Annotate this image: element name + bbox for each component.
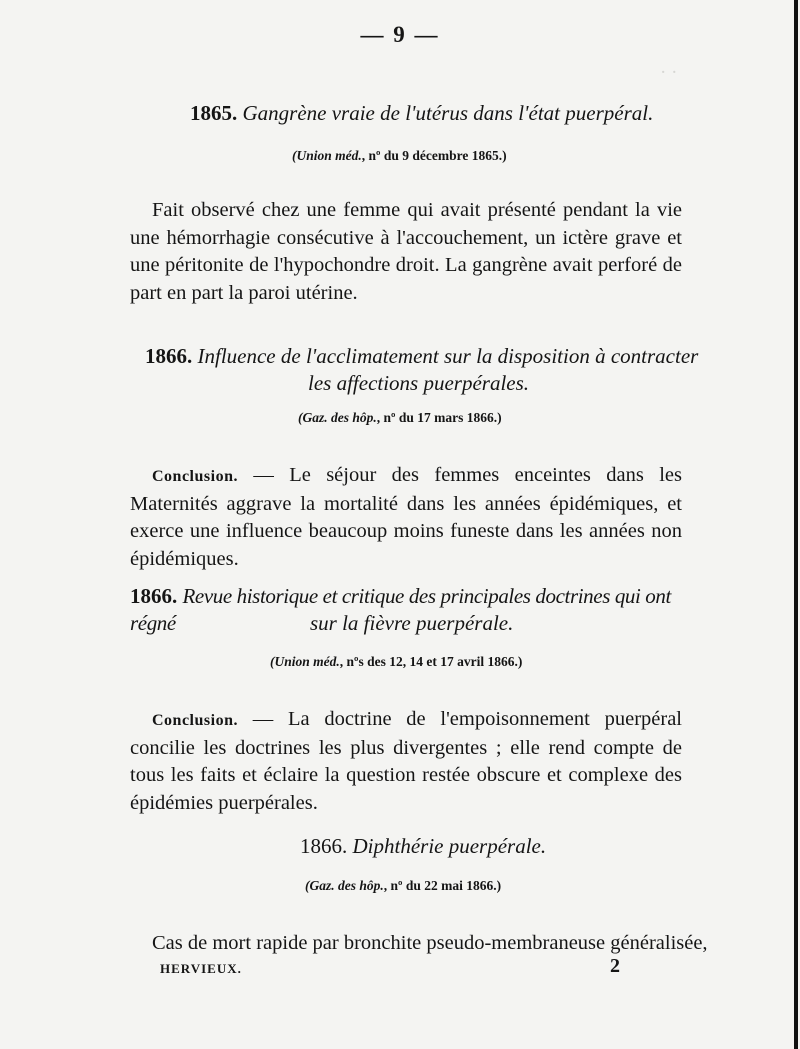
entry-reference — [270, 654, 522, 670]
reference-source: (Gaz. des hôp. — [298, 410, 377, 425]
bleed-through-mark: · · — [660, 62, 678, 83]
reference-details: , nº du 9 décembre 1865.) — [361, 148, 507, 163]
entry-year: 1866. — [300, 834, 348, 858]
footer-author: HERVIEUX. — [160, 961, 242, 976]
entry-heading — [145, 343, 705, 370]
entry-year: 1866. — [145, 344, 193, 368]
reference-details: , nº du 17 mars 1866.) — [376, 410, 502, 425]
entry-heading-cont — [310, 610, 513, 637]
entry-heading — [190, 100, 653, 127]
entry-title: Influence de l'acclimatement sur la disposition à contracter — [197, 344, 699, 368]
entry-reference — [298, 410, 502, 426]
conclusion-label: Conclusion. — [152, 712, 238, 729]
entry-heading — [300, 833, 546, 860]
page-number: — 9 — — [360, 22, 440, 47]
reference-source: (Union méd. — [292, 148, 362, 163]
entry-title-cont: sur la fièvre puerpérale. — [310, 611, 514, 635]
entry-title: Revue historique et critique des principales doctrines qui ont régné — [130, 584, 671, 635]
entry-body — [130, 706, 682, 817]
entry-reference — [305, 878, 501, 894]
entry-title: Diphthérie puerpérale. — [352, 834, 547, 858]
entry-title-cont: les affections puerpérales. — [308, 371, 530, 395]
entry-year: 1866. — [130, 584, 178, 608]
page-edge-shadow — [794, 0, 798, 1049]
reference-details: , nºs des 12, 14 et 17 avril 1866.) — [339, 654, 523, 669]
entry-year: 1865. — [190, 101, 238, 125]
conclusion-label: Conclusion. — [152, 468, 238, 485]
reference-source: (Union méd. — [270, 654, 340, 669]
conclusion-text: — Le séjour des femmes enceintes dans les Maternités aggrave la mortalité dans les années épidémiques, et exerce une influence beaucoup moins funeste dans les années non épidémiques. — [130, 464, 682, 570]
signature-mark: 2 — [610, 955, 620, 977]
reference-details: , nº du 22 mai 1866.) — [383, 878, 502, 893]
conclusion-text: — La doctrine de l'empoisonnement puerpéral concilie les doctrines les plus divergentes ; elle rend compte de tous les faits et éclaire la question restée obscure et complexe des épidémies puerpérales. — [130, 708, 683, 814]
entry-title: Gangrène vraie de l'utérus dans l'état puerpéral. — [242, 101, 654, 125]
reference-source: (Gaz. des hôp. — [305, 878, 384, 893]
entry-heading-cont — [308, 370, 529, 397]
entry-body: Fait observé chez une femme qui avait présenté pendant la vie une hémorrhagie consécutive à l'accouchement, un ictère grave et une péritonite de l'hypochondre droit. La gangrène avait perforé de part en part la paroi utérine. — [130, 199, 682, 304]
entry-body — [130, 462, 682, 573]
entry-reference — [292, 148, 507, 164]
entry-body: Cas de mort rapide par bronchite pseudo-membraneuse généralisée, — [152, 932, 708, 954]
